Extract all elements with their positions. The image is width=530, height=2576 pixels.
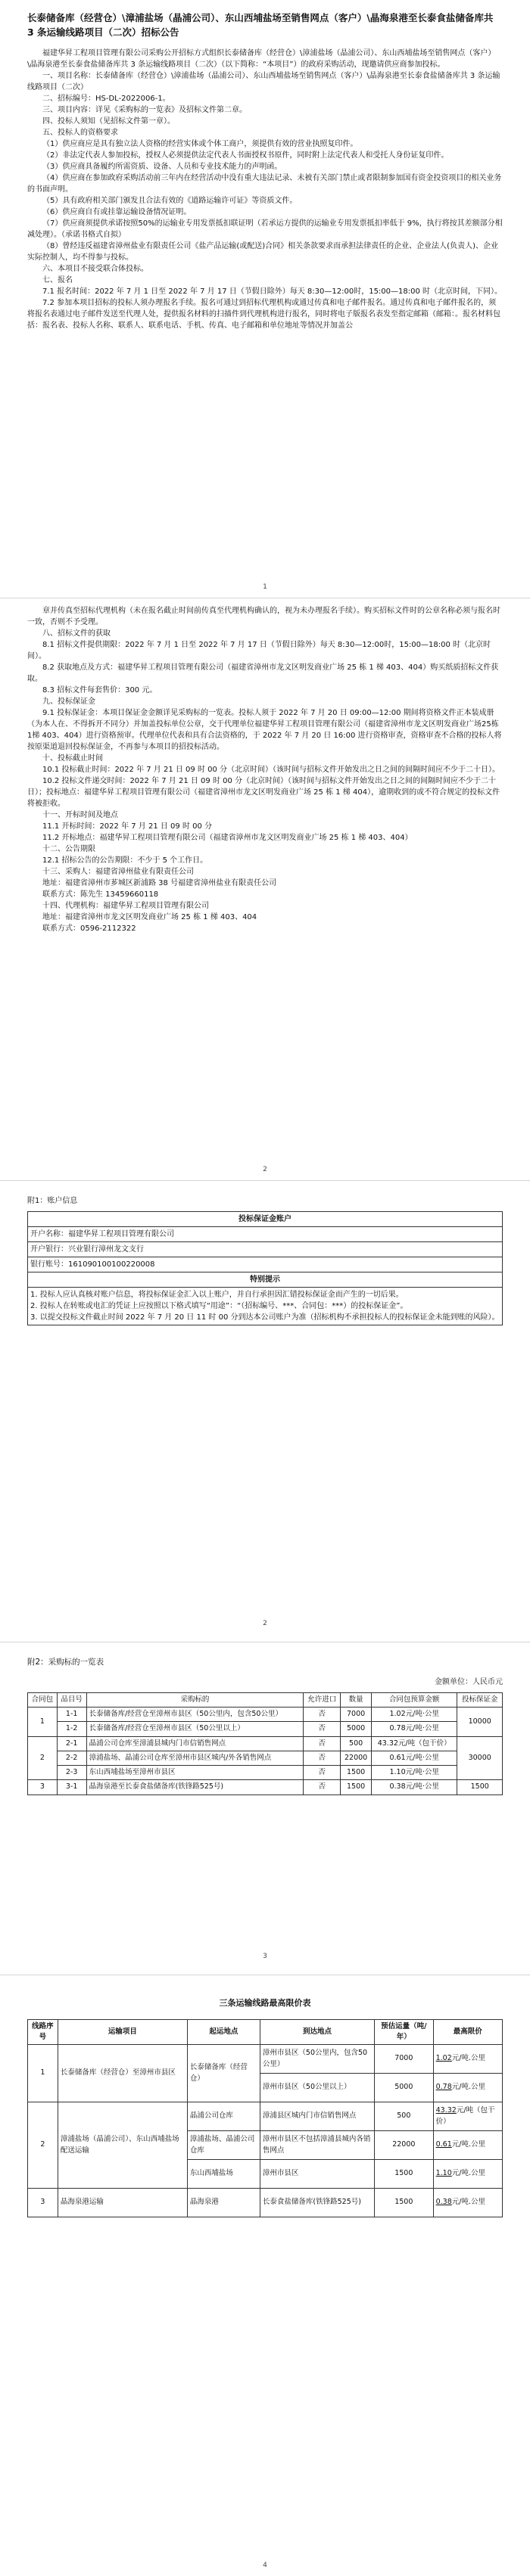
table-row [28,2045,503,2074]
table-row [28,1766,503,1780]
to-cell: 漳州市县区（50公里内，包含50公里） [260,2045,374,2074]
page-2 [0,605,530,934]
page-number-2: 2 [263,1166,267,1173]
import-cell: 否 [304,1722,341,1736]
target-cell: 长泰储备库/经营仓至漳州市县区（50公里内，包含50公里） [86,1707,304,1722]
notes-head: 特别提示 [28,1272,503,1288]
project-cell: 漳浦盐场（晶浦公司）、东山西埔盐场配送运输 [58,2102,187,2189]
volume-cell: 1500 [375,2160,434,2189]
import-cell: 否 [304,1751,341,1765]
table-row [28,1736,503,1751]
notice-paragraph: 十二、公告期限 [42,845,95,853]
page-1 [0,0,530,331]
account-row [28,1242,503,1257]
notice-item: 一、项目名称：长泰储备库（经营仓）\漳浦盐场（晶浦公司）、东山西埔盐场至销售网点（客户）\晶海泉港至长泰食盐储备库共 3 条运输线路项目（二次） [27,71,500,92]
volume-cell: 5000 [375,2074,434,2102]
account-label: 开户银行： [30,1245,68,1254]
max-price-value: 0.78 [435,2083,452,2092]
max-price-cell [433,2189,502,2217]
budget-cell: 0.61元/吨·公里 [371,1751,457,1765]
quantity-cell: 1500 [341,1780,372,1794]
max-price-value: 0.38 [435,2198,452,2207]
table-row [28,1722,503,1736]
page-4 [0,1649,530,1795]
notice-item: 七、报名 [42,275,73,284]
account-label: 开户名称： [30,1230,68,1238]
to-cell: 漳浦县区城内门市信销售网点 [260,2102,374,2131]
budget-cell: 43.32元/吨（包干价） [371,1736,457,1751]
notice-item: （3）供应商具备履约所需资质、设备、人员和专业技术能力的声明函。 [42,162,282,171]
max-price-unit: 元/吨.公里 [451,2169,485,2178]
page-5 [0,1997,530,2217]
page-number-1: 1 [263,583,267,591]
volume-cell: 500 [375,2102,434,2131]
budget-cell: 1.02元/吨·公里 [371,1707,457,1722]
note-item: 1. 投标人应认真核对账户信息，将投标保证金汇入以上账户，并自行承担因汇错投标保证金而产生的一切后果。 [30,1291,404,1299]
budget-cell: 0.78元/吨·公里 [371,1722,457,1736]
notice-paragraph: 10.1 投标截止时间：2022 年 7 月 21 日 09 时 00 分（北京时间）（该时间与招标文件开始发出之日之间的间隔时间应不少于二十日）。 [42,766,500,774]
max-price-value: 1.10 [435,2169,452,2178]
target-cell: 漳浦盐场、晶浦公司仓库至漳州市县区城内/外各销售网点 [86,1751,304,1765]
item-cell: 2-2 [57,1751,86,1765]
account-row [28,1227,503,1242]
account-value: 兴业银行漳州龙文支行 [68,1245,144,1254]
account-value: 福建华昇工程项目管理有限公司 [68,1230,174,1238]
notes-cell [28,1288,503,1325]
notice-paragraph: 11.2 开标地点：福建华昇工程项目管理有限公司（福建省漳州市龙文区明发商业广场 25 栋 1 梯 403、404） [42,834,413,842]
notice-item: 7.1 报名时间：2022 年 7 月 1 日至 2022 年 7 月 17 日（节假日除外）每天 8:30—12:00时，15:00—18:00 时（北京时间，下同）。 [42,287,503,296]
max-price-unit: 元/吨.公里 [451,2198,485,2207]
section-title: 附2：采购标的一览表 [27,1658,104,1667]
account-row [28,1257,503,1272]
column-header: 运输项目 [58,2019,187,2045]
to-cell: 漳州市县区不包括漳浦县城内各销售网点 [260,2131,374,2160]
notice-paragraph: 联系方式：0596-2112322 [42,924,136,933]
account-table-head: 投标保证金账户 [28,1212,503,1227]
procurement-table [27,1692,503,1795]
deposit-cell: 10000 [457,1707,503,1737]
notice-paragraph: 8.3 招标文件每套售价：300 元。 [42,686,157,694]
account-value: 161090100100220008 [68,1260,155,1269]
quantity-cell: 1500 [341,1766,372,1780]
page-number-4: 3 [263,1953,267,1960]
max-price-unit: 元/吨.公里 [451,2140,485,2149]
import-cell: 否 [304,1766,341,1780]
appendix-title: 附1：账户信息 [27,1197,78,1205]
target-cell: 东山西埔盐场至漳州市县区 [86,1766,304,1780]
notice-item: （4）供应商在参加政府采购活动前三年内在经营活动中没有重大违法记录、未被有关部门禁止或者限制参加国有资金投资项目的相关业务的书面声明。 [27,173,502,194]
route-no-cell: 1 [28,2045,58,2102]
import-cell: 否 [304,1736,341,1751]
from-cell: 长泰储备库（经营仓） [187,2045,260,2102]
notice-item: （2）非法定代表人参加投标，授权人必须提供法定代表人书面授权书原件，同时附上法定代表人和受托人身份证复印件。 [42,151,449,160]
project-cell: 晶海泉港运输 [58,2189,187,2217]
project-cell: 长泰储备库（经营仓）至漳州市县区 [58,2045,187,2102]
route-no-cell: 3 [28,2189,58,2217]
table-row [28,2102,503,2131]
max-price-value: 1.02 [435,2054,452,2063]
budget-cell: 0.38元/吨·公里 [371,1780,457,1794]
intro-paragraph: 福建华昇工程项目管理有限公司采购公开招标方式组织长泰储备库（经营仓）\漳浦盐场（晶浦公司）、东山西埔盐场至销售网点（客户）\晶海泉港至长泰食盐储备库共 3 条运输线路项目（二次）（以下简称：“本项目”）的政府采购活动，现邀请供应商参加投标。 [27,48,496,69]
column-header: 合同包 [28,1692,58,1707]
max-price-cell [433,2045,502,2074]
notice-paragraph: 章并传真至招标代理机构（未在报名截止时间前传真至代理机构确认的，视为未办理报名手续）。购买招标文件时的公章名称必须与报名时一致，否则不予受理。 [27,607,500,626]
column-header: 数量 [341,1692,372,1707]
unit-note: 金额单位：人民币元 [435,1677,503,1686]
notice-item: 7.2 参加本项目招标的投标人须办理报名手续。报名可通过到招标代理机构或通过传真和电子邮件报名。通过传真和电子邮件报名的，须将报名表通过电子邮件发送至代理人处，提供报名材料的扫描件到代理机构进行报名，同时将电子版报名表发至指定邮箱（邮箱：。报名材料包括：报名表、投标人名称、联系人、联系电话、手机、传真、电子邮箱和单位地址等情况并加盖公 [27,298,500,330]
package-cell: 1 [28,1707,58,1737]
max-price-value: 43.32 [435,2106,457,2115]
notice-item: （6）供应商自有或挂靠运输设备情况证明。 [42,207,192,216]
max-price-unit: 元/吨.公里 [451,2083,485,2092]
page-number-5: 4 [263,2562,267,2569]
item-cell: 2-1 [57,1736,86,1751]
to-cell: 长泰食盐储备库(铁锋路525号) [260,2189,374,2217]
from-cell: 晶海泉港 [187,2189,260,2217]
notice-item: （8）曾经违反福建省漳州盐业有限责任公司《盐产品运输(或配送)合同》相关条款要求而承担法律责任的企业、企业法人(负责人)、企业实际控制人，均不得参与投标。 [27,241,498,262]
max-price-value: 0.61 [435,2140,452,2149]
deposit-cell: 30000 [457,1736,503,1780]
volume-cell: 7000 [375,2045,434,2074]
item-cell: 3-1 [57,1780,86,1794]
notice-paragraph: 9.1 投标保证金：本项目保证金金额详见采购标的一览表。投标人须于 2022 年 7 月 20 日 09:00—12:00 期间将资格文件正本装成册（为本人在、不得拆开不同分）并加盖投标单位公章，交于代理单位福建华昇工程项目管理有限公司（福建省漳州市龙文区明发商业广场25栋1梯 403、404）进行资格预审。代理单位代表和具有合法资格的，于 2022 年 7 月 20 日 16:00 进行资格审查，资格审查不合格的投标人将按原渠道退回投标保证金，不再参与本项目的招投标活动。 [27,709,502,751]
note-item: 2. 投标人在转账或电汇的凭证上应按照以下格式填写“用途”：“（招标编号、***、合同包：***）的投标保证金”。 [30,1302,408,1310]
notice-item: 四、投标人须知（见招标文件第一章）。 [42,117,175,126]
page-number-3: 2 [263,1620,267,1627]
from-cell: 晶浦公司仓库 [187,2102,260,2131]
page-3 [0,1195,530,1325]
notice-paragraph: 8.1 招标文件提供期限：2022 年 7 月 1 日至 2022 年 7 月 17 日（节假日除外）每天 8:30—12:00时，15:00—18:00 时（北京时间）。 [27,641,491,660]
item-cell: 2-3 [57,1766,86,1780]
notice-paragraph: 12.1 招标公告的公告期限：不少于 5 个工作日。 [42,856,208,865]
from-cell: 东山西埔盐场 [187,2160,260,2189]
notice-paragraph: 十四、代理机构：福建华昇工程项目管理有限公司 [42,902,209,910]
import-cell: 否 [304,1707,341,1722]
route-no-cell: 2 [28,2102,58,2189]
column-header: 允许进口 [304,1692,341,1707]
notice-paragraph: 八、招标文件的获取 [42,629,111,638]
notice-paragraph: 十、投标截止时间 [42,754,103,763]
table-row [28,1707,503,1722]
package-cell: 3 [28,1780,58,1794]
notice-item: 三、项目内容：详见《采购标的一览表》及招标文件第二章。 [42,105,247,114]
column-header: 品目号 [57,1692,86,1707]
column-header: 线路序号 [28,2019,58,2045]
column-header: 采购标的 [86,1692,304,1707]
notice-paragraph: 地址：福建省漳州市芗城区新浦路 38 号福建省漳州盐业有限责任公司 [42,879,277,887]
notice-item: 五、投标人的资格要求 [42,128,118,137]
notice-item: （7）供应商须提供承诺按照50%的运输业专用发票抵扣联证明（若承运方提供的运输业专用发票抵扣率低于 9%，执行将按其差额部分相减处理）。（承诺书格式自拟） [27,219,503,239]
notice-paragraph: 10.2 投标文件递交时间：2022 年 7 月 21 日 09 时 00 分（北京时间）（该时间与招标文件开始发出之日之间的间隔时间应不少于二十日）；投标地点：福建华昇工程项目管理有限公司（福建省漳州市龙文区明发商业广场 25 栋 1 梯 404），逾期收到的或不符合规定的投标文件将被拒收。 [27,777,500,808]
to-cell: 漳州市县区（50公里以上） [260,2074,374,2102]
notice-item: 二、招标编号：HS-DL-2022006-1。 [42,94,170,103]
account-table [27,1211,503,1325]
budget-cell: 1.10元/吨·公里 [371,1766,457,1780]
max-price-cell [433,2074,502,2102]
max-price-cell [433,2102,502,2131]
column-header: 预估运量（吨/年） [375,2019,434,2045]
quantity-cell: 7000 [341,1707,372,1722]
max-price-cell [433,2131,502,2160]
max-price-cell [433,2160,502,2189]
notice-item: （1）供应商应是具有独立法人资格的经营实体或个体工商户，须提供有效的营业执照复印件。 [42,139,358,148]
item-cell: 1-1 [57,1707,86,1722]
from-cell: 漳浦盐场、晶浦公司仓库 [187,2131,260,2160]
column-header: 合同包预算金额 [371,1692,457,1707]
notice-paragraph: 联系方式：陈先生 13459660118 [42,890,159,899]
quantity-cell: 500 [341,1736,372,1751]
table-row [28,2189,503,2217]
notice-paragraph: 地址：福建省漳州市龙文区明发商业广场 25 栋 1 梯 403、404 [42,913,257,921]
price-limit-table [27,2019,503,2218]
notice-continued [27,605,503,934]
quantity-cell: 22000 [341,1751,372,1765]
notice-items [27,70,503,331]
volume-cell: 22000 [375,2131,434,2160]
notice-paragraph: 十三、采购人：福建省漳州盐业有限责任公司 [42,868,194,876]
target-cell: 晶浦公司仓库至漳浦县城内门市信销售网点 [86,1736,304,1751]
notice-paragraph: 8.2 获取地点及方式：福建华昇工程项目管理有限公司（福建省漳州市龙文区明发商业广场 25 栋 1 梯 403、404）购买纸质招标文件获取。 [27,663,499,683]
table-row [28,1751,503,1765]
package-cell: 2 [28,1736,58,1780]
notice-paragraph: 十一、开标时间及地点 [42,811,118,819]
note-item: 3. 以提交投标文件截止时间 2022 年 7 月 20 日 11 时 00 分到达本公司账户为准（招标机构不承担投标人的投标保证金未能到账的风险）。 [30,1313,500,1322]
deposit-cell: 1500 [457,1780,503,1794]
column-header: 到达地点 [260,2019,374,2045]
max-price-unit: 元/吨（包干价） [435,2106,495,2126]
notice-title: 长泰储备库（经营仓）\漳浦盐场（晶浦公司）、东山西埔盐场至销售网点（客户）\晶海泉港至长泰食盐储备库共 3 条运输线路项目（二次）招标公告 [27,12,494,39]
notice-item: （5）具有政府相关部门颁发且合法有效的《道路运输许可证》等资质文件。 [42,196,298,205]
target-cell: 晶海泉港至长泰食盐储备库(铁锋路525号) [86,1780,304,1794]
notice-paragraph: 九、投标保证金 [42,698,95,706]
page-divider [0,1180,530,1181]
table-row [28,1780,503,1794]
notice-item: 六、本项目不接受联合体投标。 [42,264,148,273]
notice-paragraph: 11.1 开标时间：2022 年 7 月 21 日 09 时 00 分 [42,822,213,831]
column-header: 投标保证金 [457,1692,503,1707]
column-header: 最高限价 [433,2019,502,2045]
column-header: 起运地点 [187,2019,260,2045]
quantity-cell: 5000 [341,1722,372,1736]
price-table-title: 三条运输线路最高限价表 [219,1998,311,2008]
to-cell: 漳州市县区 [260,2160,374,2189]
volume-cell: 1500 [375,2189,434,2217]
target-cell: 长泰储备库/经营仓至漳州市县区（50公里以上） [86,1722,304,1736]
max-price-unit: 元/吨.公里 [451,2054,485,2063]
item-cell: 1-2 [57,1722,86,1736]
import-cell: 否 [304,1780,341,1794]
account-label: 银行账号： [30,1260,68,1269]
